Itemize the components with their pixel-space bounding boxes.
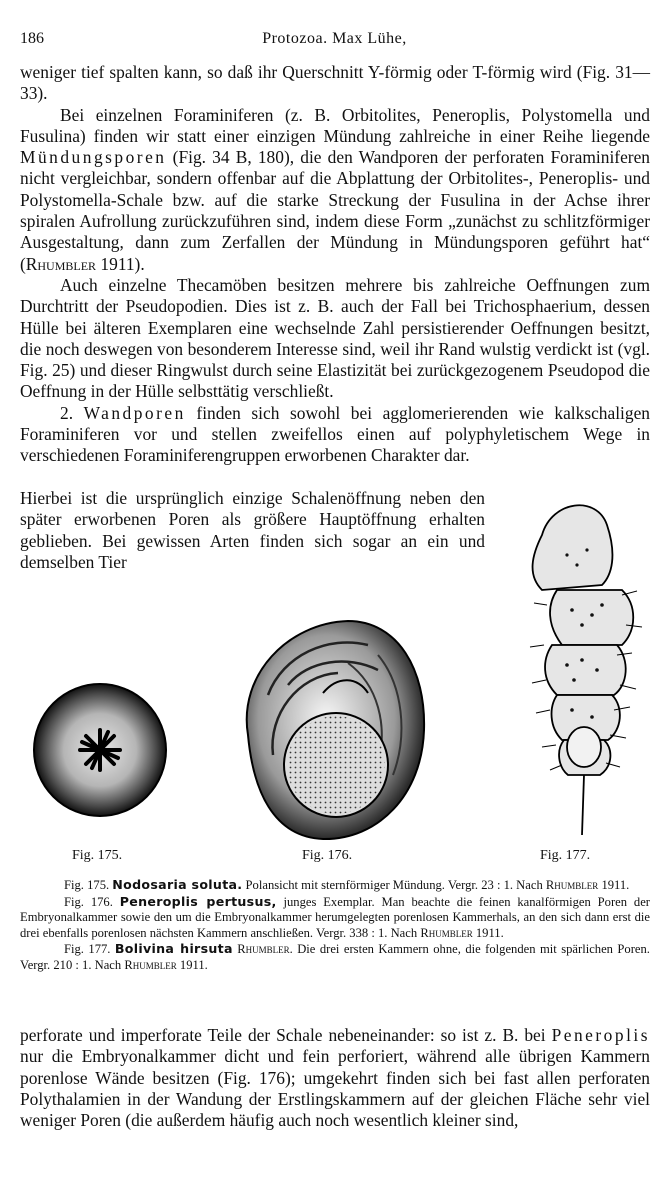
caption-177: Fig. 177. Bolivina hirsuta Rhumbler. Die drei ersten Kammern ohne, die folgenden mit spärlichen Poren. Vergr. 210 : 1. Nach Rhumbler 1911. <box>20 941 650 972</box>
figure-177-bolivina-illustration <box>502 495 652 843</box>
paragraph: Bei einzelnen Foraminiferen (z. B. Orbitolites, Peneroplis, Polystomella und Fusulina) finden wir statt einer einzigen Mündung zahlreiche in einer Reihe liegende Mündungsporen (Fig. 34 B, 180), die den Wandporen der perforaten Foraminiferen nicht vergleichbar, sondern offenbar auf die Abplattung der Orbitolites-, Peneroplis- und Polystomella-Schale bzw. auf die starke Streckung der Fusulina in der Achse ihrer spiralen Aufrollung zurückzuführen sind, indem diese Form „zunächst zu schlitzförmiger Ausgestaltung, dann zum Zerfallen der Mündung in Mündungsporen geführt hat“ (Rhumbler 1911). <box>20 104 650 274</box>
page-number: 186 <box>20 30 44 47</box>
paragraph: perforate und imperforate Teile der Schale nebeneinander: so ist z. B. bei Peneroplis nur die Embryonalkammer dicht und fein perforiert, während alle übrigen Kammern porenlose Wände besitzen (Fig. 176); umgekehrt finden sich bei fast allen perforaten Polythalamien in der Wandung der Erstlingskammern auf der gleichen Fläche sehr viel weniger Poren (die außerdem häufig auch noch wesentlich kleiner sind, <box>20 1025 650 1131</box>
spaced-term: Mündungsporen <box>20 147 167 168</box>
spaced-term: Wandporen <box>83 402 186 423</box>
paragraph: Auch einzelne Thecamöben besitzen mehrere bis zahlreiche Oeffnungen zum Durchtritt der Pseudopodien. Dies ist z. B. auch der Fall bei Trichosphaerium, dessen Hülle bei älteren Exemplaren eine wechselnde Zahl persistierender Oeffnungen besitzt, die noch deswegen von besonderem Interesse sind, weil ihr Rand wulstig verdickt ist (vgl. Fig. 25) und dieser Ringwulst durch seine Elastizität bei zurückgezogenem Pseudopod die Oeffnung in der Hülle selbsttätig verschließt. <box>20 274 650 402</box>
spaced-term: Peneroplis <box>551 1025 650 1045</box>
figure-176-peneroplis-illustration <box>228 615 430 845</box>
caption-175: Fig. 175. Nodosaria soluta. Polansicht mit sternförmiger Mündung. Vergr. 23 : 1. Nach Rhumbler 1911. <box>64 877 630 892</box>
paragraph: weniger tief spalten kann, so daß ihr Querschnitt Y-förmig oder T-förmig wird (Fig. 31—33). <box>20 62 650 104</box>
paragraph: 2. Wandporen finden sich sowohl bei agglomerierenden wie kalkschaligen Foraminiferen vor und stellen zweifellos einen auf polyphyletischem Wege in verschiedenen Foraminiferengruppen erworbenen Charakter dar. <box>20 402 650 466</box>
caption-176: Fig. 176. Peneroplis pertusus, junges Exemplar. Man beachte die feinen kanalförmigen Poren der Embryonalkammer sowie den um die Embryonalkammer herumgelegten porenlosen Kammerhals, an den sich dann erst die drei ebenfalls porenlosen nächsten Kammern anschließen. Vergr. 338 : 1. Nach Rhumbler 1911. <box>20 893 650 940</box>
page-header <box>20 30 649 52</box>
figure-175-nodosaria-illustration <box>30 680 170 820</box>
body-text-bottom <box>20 1025 650 1131</box>
figure-label: Fig. 175. <box>72 848 123 863</box>
body-text-top <box>20 62 650 467</box>
figure-label: Fig. 176. <box>302 848 353 863</box>
author-name: Rhumbler <box>25 253 97 274</box>
running-title: Protozoa. Max Lühe, <box>262 30 407 47</box>
figure-label: Fig. 177. <box>540 848 591 863</box>
body-text-beside-figure: Hierbei ist die ursprünglich einzige Schalenöffnung neben den später erworbenen Poren als größere Hauptöffnung erhalten geblieben. Bei gewissen Arten finden sich sogar an ein und demselben Tier <box>20 488 485 572</box>
figure-captions <box>20 877 650 973</box>
